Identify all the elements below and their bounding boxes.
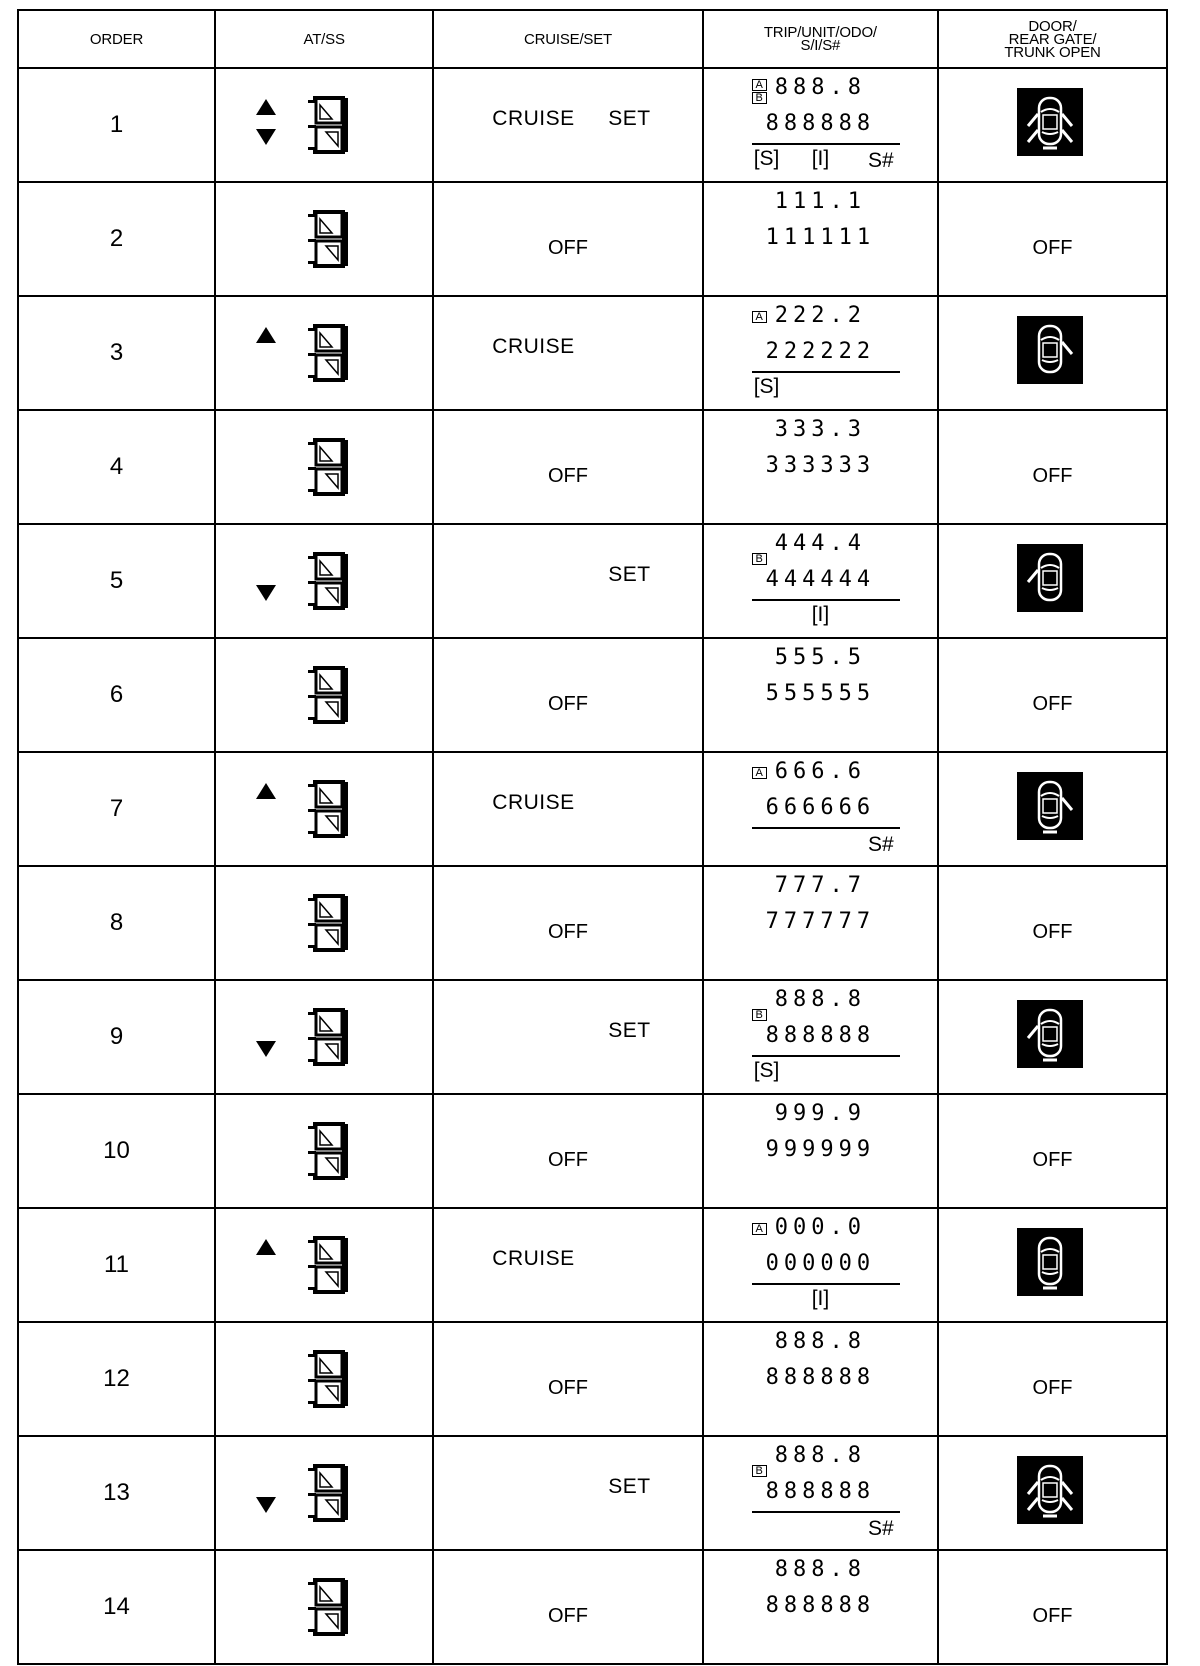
cruise-set-cell (433, 866, 702, 980)
trip-cell (703, 1322, 938, 1436)
table-row (18, 1436, 1167, 1550)
door-off-label: OFF (1032, 1605, 1073, 1627)
table-row (18, 752, 1167, 866)
trip-value: 999.9 (774, 1101, 866, 1126)
door-off-label: OFF (1032, 237, 1073, 259)
trip-value: 888.8 (774, 1557, 866, 1582)
trip-value: 111.1 (774, 189, 866, 214)
door-cell (938, 866, 1167, 980)
up-arrow-icon (256, 327, 276, 343)
odo-value: 888888 (765, 111, 876, 136)
atss-cell (215, 524, 433, 638)
trip-cell (703, 1208, 938, 1322)
table-row (18, 410, 1167, 524)
car-door-open-icon (1017, 1000, 1083, 1068)
atss-cell (215, 1094, 433, 1208)
order-cell: 12 (18, 1322, 215, 1436)
cruise-label: CRUISE (492, 107, 575, 130)
trip-a-icon: A (752, 1223, 767, 1235)
segment-digit-icon (306, 665, 352, 725)
header-atss: AT/SS (215, 10, 433, 68)
segment-digit-icon (306, 95, 352, 155)
atss-cell (215, 296, 433, 410)
trip-b-icon: B (752, 1009, 767, 1021)
segment-digit-icon (306, 1007, 352, 1067)
trip-divider (752, 1283, 900, 1285)
odo-value: 888888 (765, 1365, 876, 1390)
trip-divider (752, 1055, 900, 1057)
car-door-open-icon (1017, 1228, 1083, 1296)
order-cell: 10 (18, 1094, 215, 1208)
cruise-label: CRUISE (492, 1247, 575, 1270)
trip-b-icon: B (752, 553, 767, 565)
odo-value: 222222 (765, 339, 876, 364)
table-row (18, 638, 1167, 752)
atss-cell (215, 182, 433, 296)
trip-b-icon: B (752, 92, 767, 104)
odo-value: 888888 (765, 1023, 876, 1048)
odo-value: 333333 (765, 453, 876, 478)
up-arrow-icon (256, 1239, 276, 1255)
i-indicator: [I] (811, 603, 830, 626)
atss-cell (215, 1550, 433, 1664)
door-cell (938, 410, 1167, 524)
door-off-label: OFF (1032, 465, 1073, 487)
segment-digit-icon (306, 437, 352, 497)
atss-cell (215, 1436, 433, 1550)
trip-value: 333.3 (774, 417, 866, 442)
i-indicator: [I] (811, 1287, 830, 1310)
trip-cell (703, 638, 938, 752)
car-door-open-icon (1017, 772, 1083, 840)
cruise-set-cell (433, 638, 702, 752)
order-cell: 6 (18, 638, 215, 752)
cruise-off-label: OFF (548, 465, 588, 487)
cruise-set-cell (433, 1550, 702, 1664)
table-row (18, 296, 1167, 410)
door-cell (938, 1436, 1167, 1550)
atss-cell (215, 1322, 433, 1436)
door-off-label: OFF (1032, 693, 1073, 715)
header-door: DOOR/ REAR GATE/ TRUNK OPEN (938, 10, 1167, 68)
atss-cell (215, 1208, 433, 1322)
car-door-open-icon (1017, 1456, 1083, 1524)
trip-cell (703, 980, 938, 1094)
atss-cell (215, 410, 433, 524)
trip-value: 888.8 (774, 75, 866, 100)
door-cell (938, 182, 1167, 296)
cruise-set-cell (433, 752, 702, 866)
trip-value: 222.2 (774, 303, 866, 328)
trip-value: 888.8 (774, 1443, 866, 1468)
down-arrow-icon (256, 1497, 276, 1513)
s-indicator: [S] (753, 147, 780, 170)
cruise-off-label: OFF (548, 1149, 588, 1171)
odo-value: 444444 (765, 567, 876, 592)
cruise-set-cell (433, 1436, 702, 1550)
display-order-table (17, 9, 1168, 1665)
trip-cell (703, 182, 938, 296)
order-cell: 11 (18, 1208, 215, 1322)
door-off-label: OFF (1032, 921, 1073, 943)
trip-value: 888.8 (774, 1329, 866, 1354)
header-order: ORDER (18, 10, 215, 68)
trip-cell (703, 296, 938, 410)
cruise-set-cell (433, 296, 702, 410)
order-cell: 1 (18, 68, 215, 182)
odo-value: 555555 (765, 681, 876, 706)
s-hash-indicator: S# (868, 833, 894, 856)
atss-cell (215, 980, 433, 1094)
odo-value: 111111 (765, 225, 876, 250)
header-cruise-set: CRUISE/SET (433, 10, 702, 68)
atss-cell (215, 68, 433, 182)
segment-digit-icon (306, 323, 352, 383)
trip-a-icon: A (752, 767, 767, 779)
trip-divider (752, 371, 900, 373)
table-row (18, 1550, 1167, 1664)
trip-divider (752, 1511, 900, 1513)
order-cell: 7 (18, 752, 215, 866)
odo-value: 666666 (765, 795, 876, 820)
door-cell (938, 980, 1167, 1094)
segment-digit-icon (306, 1463, 352, 1523)
s-indicator: [S] (753, 375, 780, 398)
trip-value: 555.5 (774, 645, 866, 670)
s-hash-indicator: S# (868, 149, 894, 172)
segment-digit-icon (306, 1349, 352, 1409)
trip-cell (703, 1436, 938, 1550)
cruise-set-cell (433, 980, 702, 1094)
trip-cell (703, 524, 938, 638)
set-label: SET (608, 107, 651, 130)
segment-digit-icon (306, 1121, 352, 1181)
door-cell (938, 638, 1167, 752)
trip-a-icon: A (752, 311, 767, 323)
down-arrow-icon (256, 129, 276, 145)
segment-digit-icon (306, 551, 352, 611)
table-row (18, 182, 1167, 296)
door-cell (938, 1208, 1167, 1322)
car-door-open-icon (1017, 544, 1083, 612)
cruise-off-label: OFF (548, 1377, 588, 1399)
door-off-label: OFF (1032, 1377, 1073, 1399)
order-cell: 4 (18, 410, 215, 524)
set-label: SET (608, 1019, 651, 1042)
cruise-off-label: OFF (548, 1605, 588, 1627)
trip-value: 000.0 (774, 1215, 866, 1240)
order-cell: 5 (18, 524, 215, 638)
door-cell (938, 1094, 1167, 1208)
door-cell (938, 296, 1167, 410)
s-hash-indicator: S# (868, 1517, 894, 1540)
odo-value: 888888 (765, 1593, 876, 1618)
table-row (18, 1322, 1167, 1436)
table-row (18, 1208, 1167, 1322)
car-door-open-icon (1017, 316, 1083, 384)
trip-value: 444.4 (774, 531, 866, 556)
car-door-open-icon (1017, 88, 1083, 156)
trip-value: 666.6 (774, 759, 866, 784)
trip-divider (752, 143, 900, 145)
trip-cell (703, 1094, 938, 1208)
down-arrow-icon (256, 1041, 276, 1057)
atss-cell (215, 752, 433, 866)
cruise-set-cell (433, 1208, 702, 1322)
cruise-off-label: OFF (548, 693, 588, 715)
door-cell (938, 752, 1167, 866)
trip-cell (703, 410, 938, 524)
trip-cell (703, 866, 938, 980)
segment-digit-icon (306, 1577, 352, 1637)
table-row (18, 68, 1167, 182)
up-arrow-icon (256, 783, 276, 799)
header-trip: TRIP/UNIT/ODO/ S/I/S# (703, 10, 938, 68)
trip-divider (752, 827, 900, 829)
down-arrow-icon (256, 585, 276, 601)
table-row (18, 866, 1167, 980)
odo-value: 777777 (765, 909, 876, 934)
door-cell (938, 1550, 1167, 1664)
odo-value: 000000 (765, 1251, 876, 1276)
odo-value: 888888 (765, 1479, 876, 1504)
trip-cell (703, 68, 938, 182)
segment-digit-icon (306, 1235, 352, 1295)
set-label: SET (608, 1475, 651, 1498)
trip-a-icon: A (752, 79, 767, 91)
atss-cell (215, 638, 433, 752)
cruise-set-cell (433, 410, 702, 524)
cruise-off-label: OFF (548, 921, 588, 943)
door-cell (938, 1322, 1167, 1436)
s-indicator: [S] (753, 1059, 780, 1082)
segment-digit-icon (306, 779, 352, 839)
header-row (18, 10, 1167, 68)
door-off-label: OFF (1032, 1149, 1073, 1171)
table-row (18, 1094, 1167, 1208)
cruise-label: CRUISE (492, 791, 575, 814)
cruise-set-cell (433, 1094, 702, 1208)
cruise-set-cell (433, 1322, 702, 1436)
trip-value: 777.7 (774, 873, 866, 898)
trip-cell (703, 1550, 938, 1664)
trip-cell (703, 752, 938, 866)
set-label: SET (608, 563, 651, 586)
door-cell (938, 68, 1167, 182)
table-row (18, 980, 1167, 1094)
segment-digit-icon (306, 893, 352, 953)
i-indicator: [I] (811, 147, 830, 170)
cruise-set-cell (433, 182, 702, 296)
trip-divider (752, 599, 900, 601)
order-cell: 13 (18, 1436, 215, 1550)
cruise-off-label: OFF (548, 237, 588, 259)
trip-b-icon: B (752, 1465, 767, 1477)
order-cell: 14 (18, 1550, 215, 1664)
odo-value: 999999 (765, 1137, 876, 1162)
cruise-set-cell (433, 524, 702, 638)
up-arrow-icon (256, 99, 276, 115)
segment-digit-icon (306, 209, 352, 269)
door-cell (938, 524, 1167, 638)
cruise-set-cell (433, 68, 702, 182)
trip-value: 888.8 (774, 987, 866, 1012)
order-cell: 8 (18, 866, 215, 980)
table-row (18, 524, 1167, 638)
order-cell: 9 (18, 980, 215, 1094)
atss-cell (215, 866, 433, 980)
order-cell: 3 (18, 296, 215, 410)
order-cell: 2 (18, 182, 215, 296)
cruise-label: CRUISE (492, 335, 575, 358)
